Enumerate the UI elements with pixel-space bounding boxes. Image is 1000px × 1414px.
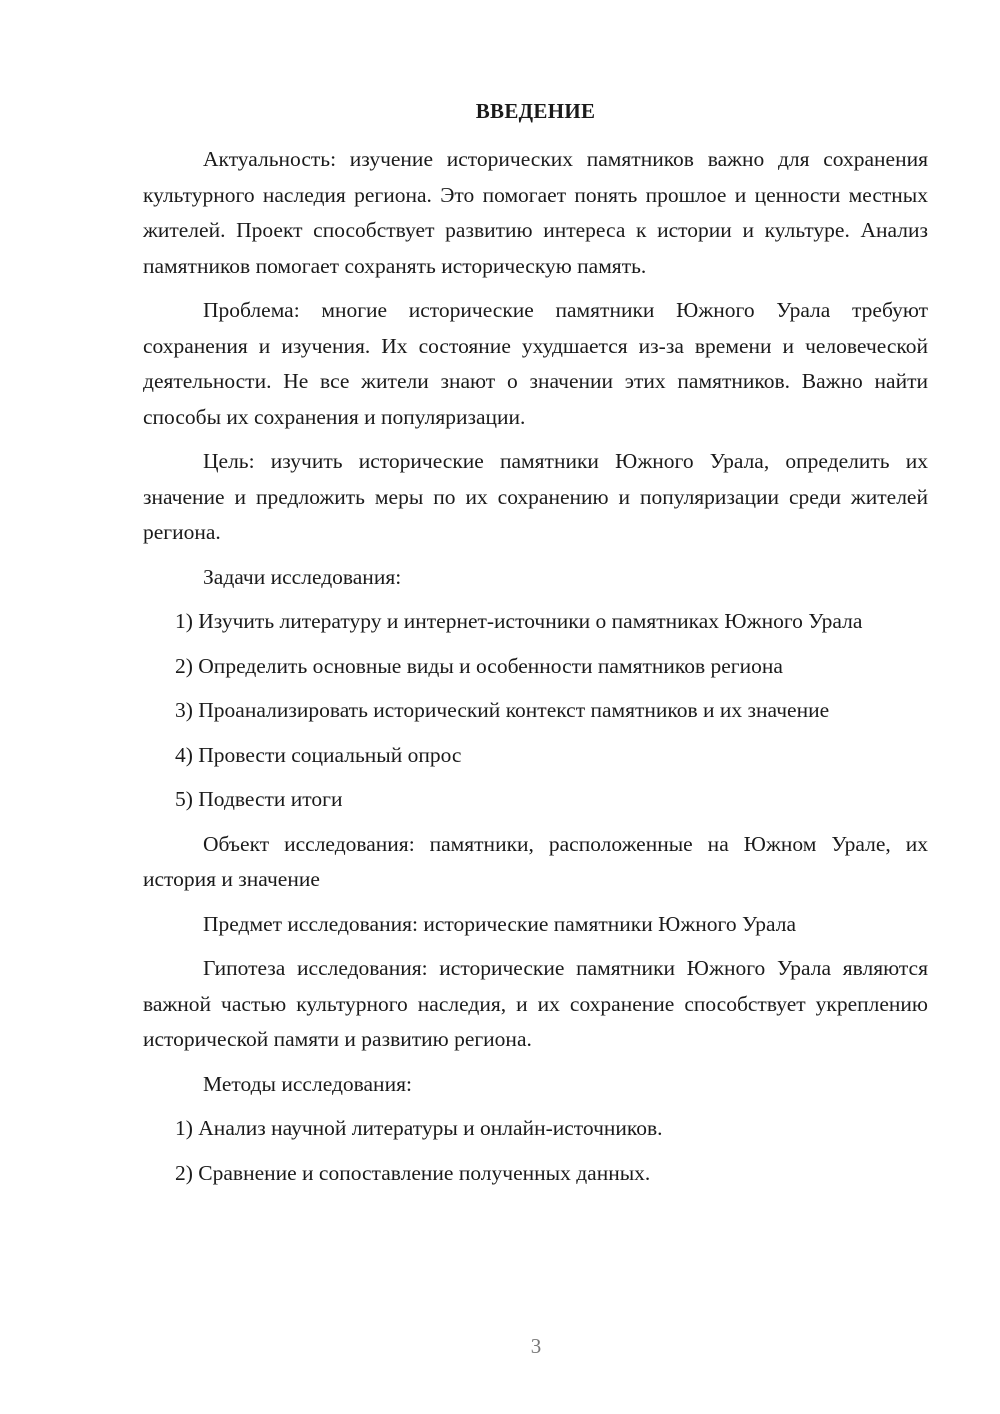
paragraph-problem: Проблема: многие исторические памятники Южного Урала требуют сохранения и изучения. Их состояние ухудшается из-за времени и человеческой деятельности. Не все жители знают о значении этих памятников. Важно найти способы их сохранения и популяризации.	[143, 298, 928, 429]
methods-heading: Методы исследования:	[203, 1071, 412, 1096]
paragraph-hypothesis: Гипотеза исследования: исторические памятники Южного Урала являются важной частью культурного наследия, и их сохранение способствует укреплению исторической памяти и развитию региона.	[143, 956, 928, 1051]
method-item-1: 1) Анализ научной литературы и онлайн-источников.	[175, 1116, 663, 1140]
task-item-2: 2) Определить основные виды и особенности памятников региона	[175, 653, 783, 678]
page-number: 3	[530, 1334, 542, 1358]
page-title: ВВЕДЕНИЕ	[475, 99, 596, 123]
method-item-2: 2) Сравнение и сопоставление полученных данных.	[175, 1160, 651, 1185]
document-body	[143, 142, 928, 1191]
task-item-3: 3) Проанализировать исторический контекст памятников и их значение	[175, 698, 830, 722]
paragraph-object: Объект исследования: памятники, расположенные на Южном Урале, их история и значение	[143, 831, 928, 891]
paragraph-goal: Цель: изучить исторические памятники Южного Урала, определить их значение и предложить меры по их сохранению и популяризации среди жителей региона.	[143, 449, 928, 544]
task-item-4: 4) Провести социальный опрос	[175, 742, 462, 767]
paragraph-subject: Предмет исследования: исторические памятники Южного Урала	[203, 911, 797, 936]
task-item-5: 5) Подвести итоги	[175, 787, 343, 811]
task-item-1: 1) Изучить литературу и интернет-источники о памятниках Южного Урала	[175, 609, 863, 633]
tasks-heading: Задачи исследования:	[203, 564, 402, 589]
paragraph-relevance: Актуальность: изучение исторических памятников важно для сохранения культурного наследия региона. Это помогает понять прошлое и ценности местных жителей. Проект способствует развитию интереса к истории и культуре. Анализ памятников помогает сохранять историческую память.	[143, 147, 928, 278]
